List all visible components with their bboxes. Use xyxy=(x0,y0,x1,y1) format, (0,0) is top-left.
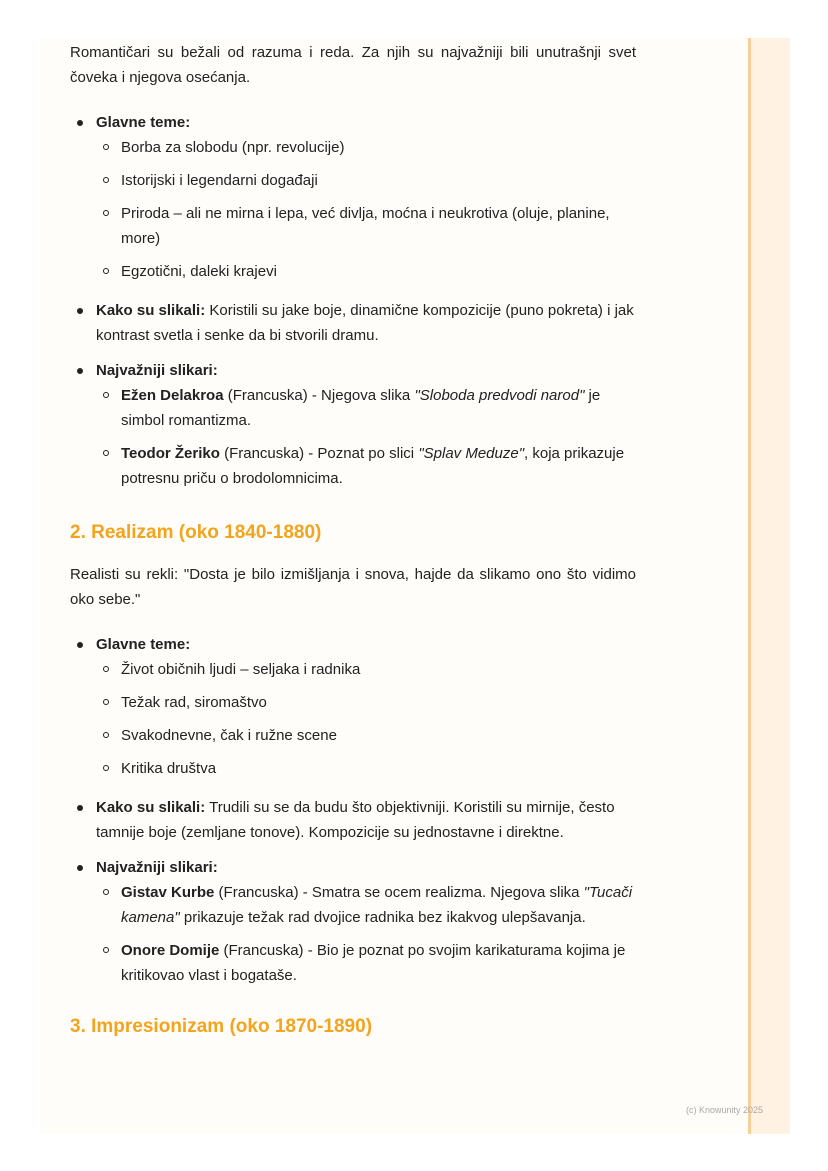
painting-title: "Splav Meduze" xyxy=(418,445,525,462)
impresionizam-heading: 3. Impresionizam (oko 1870-1890) xyxy=(70,1016,373,1037)
list-item: Život običnih ljudi – seljaka i radnika xyxy=(96,657,636,682)
painter-desc-end: prikazuje težak rad dvojice radnika bez ikakvog ulepšavanja. xyxy=(179,909,586,926)
painter-desc-end: , koja prikazuje potresnu priču o brodolomnicima. xyxy=(121,445,625,487)
list-item xyxy=(70,358,636,491)
sidebar-strip xyxy=(748,38,790,1134)
realizam-intro: Realisti su rekli: "Dosta je bilo izmišljanja i snova, hajde da slikamo ono što vidimo oko sebe." xyxy=(70,566,636,608)
painter-desc: (Francuska) - Poznat po slici xyxy=(219,445,419,462)
painter-desc: (Francuska) - Njegova slika xyxy=(223,387,415,404)
list-item: Priroda – ali ne mirna i lepa, već divlja, moćna i neukrotiva (oluje, planine, more) xyxy=(96,201,636,251)
painter-desc-end: je simbol romantizma. xyxy=(121,387,601,429)
list-item xyxy=(96,880,636,930)
slikari-label: Najvažniji slikari: xyxy=(96,362,218,379)
list-item xyxy=(70,298,636,348)
list-item: Svakodnevne, čak i ružne scene xyxy=(96,723,636,748)
list-item: Težak rad, siromaštvo xyxy=(96,690,636,715)
kako-label: Kako su slikali: xyxy=(96,799,206,816)
kako-label: Kako su slikali: xyxy=(96,302,206,319)
list-item xyxy=(70,632,636,781)
list-item xyxy=(96,938,636,988)
painter-desc: (Francuska) - Smatra se ocem realizma. Njegova slika xyxy=(214,884,584,901)
document-content xyxy=(70,40,636,1040)
list-item: Borba za slobodu (npr. revolucije) xyxy=(96,135,636,160)
painting-title: "Tucači kamena" xyxy=(121,884,633,926)
painter-name: Ežen Delakroa xyxy=(121,387,224,404)
painter-desc: (Francuska) - Bio je poznat po svojim karikaturama kojima je kritikovao vlast i bogataše. xyxy=(121,942,626,984)
list-item xyxy=(96,441,636,491)
list-item: Egzotični, daleki krajevi xyxy=(96,259,636,284)
teme-label: Glavne teme: xyxy=(96,636,191,653)
list-item xyxy=(96,383,636,433)
teme-label: Glavne teme: xyxy=(96,114,191,131)
list-item: Istorijski i legendarni događaji xyxy=(96,168,636,193)
realizam-heading: 2. Realizam (oko 1840-1880) xyxy=(70,522,322,543)
copyright-footer: (c) Knowunity 2025 xyxy=(686,1105,764,1115)
list-item xyxy=(70,855,636,988)
romantizam-list xyxy=(70,110,636,491)
romantizam-intro: Romantičari su bežali od razuma i reda. Za njih su najvažniji bili unutrašnji svet čoveka i njegova osećanja. xyxy=(70,44,636,86)
sidebar-accent-line xyxy=(748,38,751,1134)
painting-title: "Sloboda predvodi narod" xyxy=(414,387,585,404)
slikari-label: Najvažniji slikari: xyxy=(96,859,218,876)
list-item xyxy=(70,110,636,284)
kako-text: Koristili su jake boje, dinamične kompozicije (puno pokreta) i jak kontrast svetla i senke da bi stvorili dramu. xyxy=(96,302,634,344)
list-item xyxy=(70,795,636,845)
kako-text: Trudili su se da budu što objektivniji. Koristili su mirnije, često tamnije boje (zemljane tonove). Kompozicije su jednostavne i direktne. xyxy=(96,799,615,841)
teme-sublist xyxy=(96,657,636,781)
slikari-sublist xyxy=(96,383,636,491)
painter-name: Onore Domije xyxy=(121,942,220,959)
realizam-list xyxy=(70,632,636,988)
teme-sublist xyxy=(96,135,636,284)
painter-name: Gistav Kurbe xyxy=(121,884,215,901)
list-item: Kritika društva xyxy=(96,756,636,781)
painter-name: Teodor Žeriko xyxy=(121,445,220,462)
slikari-sublist xyxy=(96,880,636,988)
